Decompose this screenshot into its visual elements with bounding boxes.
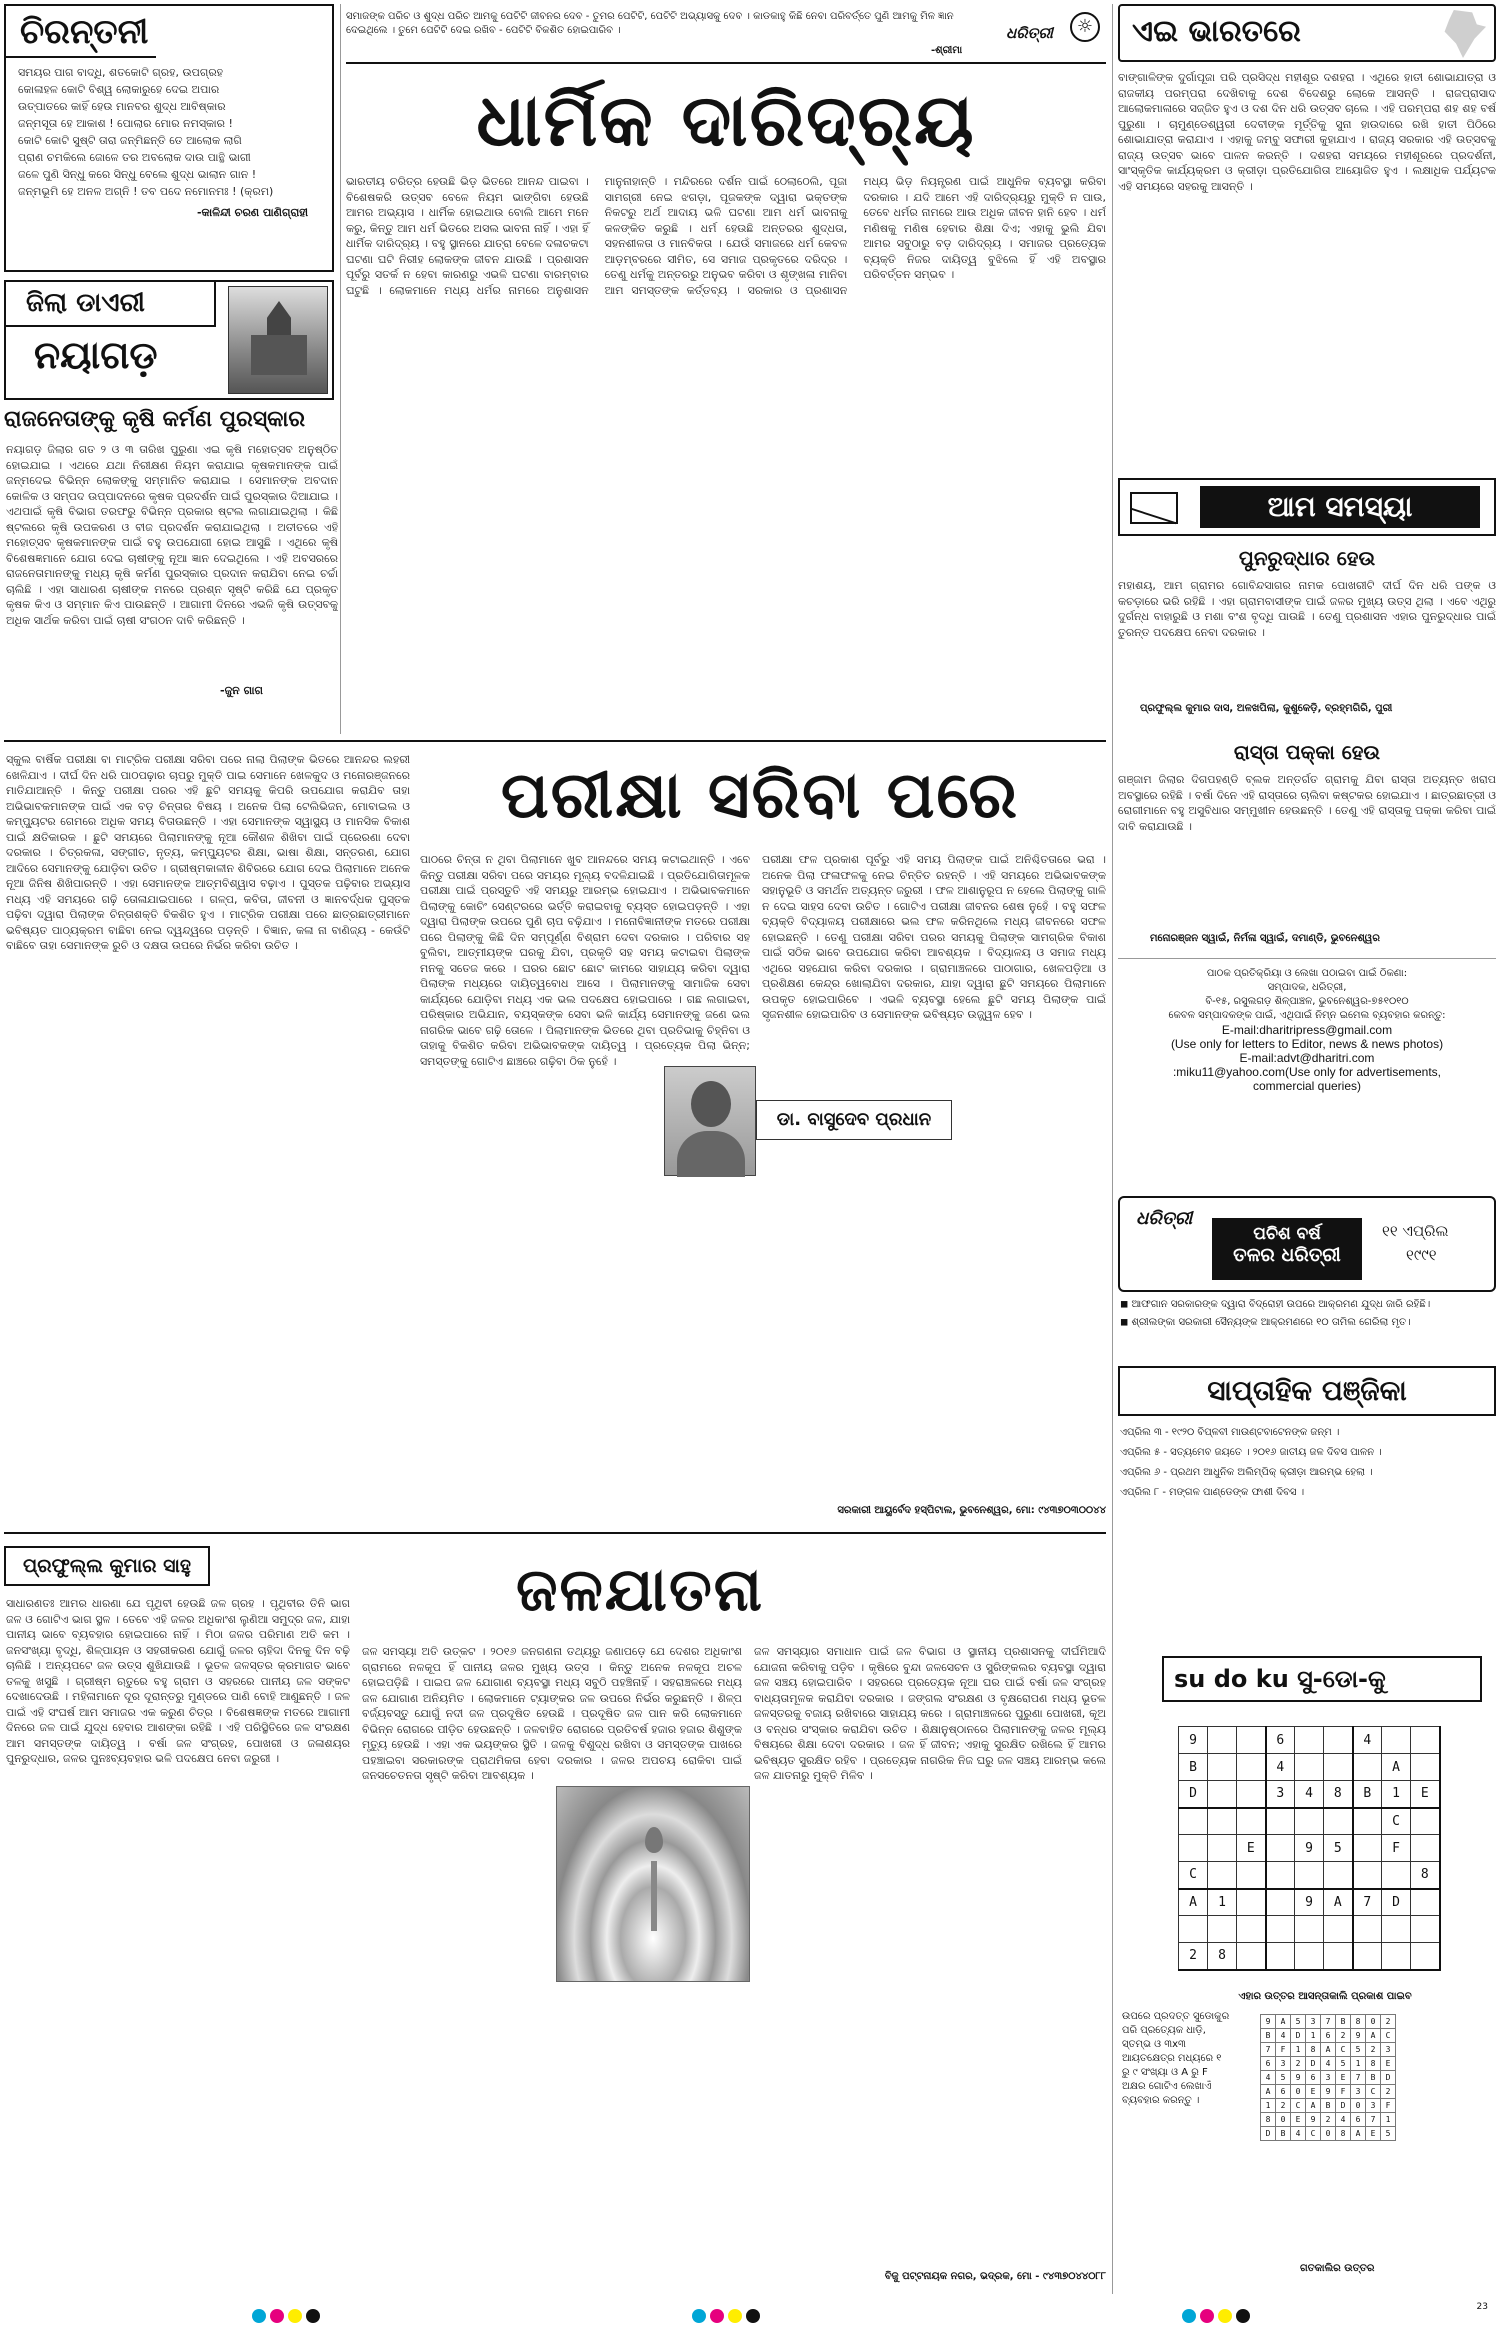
sudoku-cell[interactable]: 4 <box>1266 1754 1295 1781</box>
history-date-1: ୧୧ ଏପ୍ରିଲ <box>1382 1222 1449 1240</box>
district-diary-label: ଜିଲା ଡାଏରୀ <box>6 282 216 327</box>
solution-cell: 3 <box>1351 2085 1366 2099</box>
solution-cell: 1 <box>1291 2043 1306 2057</box>
solution-cell: 4 <box>1261 2071 1276 2085</box>
solution-cell: 2 <box>1336 2029 1351 2043</box>
registration-marks-2 <box>690 2308 762 2327</box>
atma-heading-2: ରାସ୍ତା ପକ୍କା ହେଉ <box>1233 740 1381 764</box>
sudoku-cell[interactable] <box>1266 1916 1295 1943</box>
sudoku-solution-label: ଗତକାଲିର ଉତ୍ତର <box>1300 2263 1375 2274</box>
sudoku-cell[interactable] <box>1295 1808 1324 1835</box>
sudoku-cell[interactable] <box>1411 1754 1440 1781</box>
sudoku-cell[interactable]: B <box>1353 1781 1382 1808</box>
solution-cell: F <box>1276 2043 1291 2057</box>
solution-cell: E <box>1366 2127 1381 2141</box>
history-date-2: ୧୯୯୧ <box>1406 1246 1437 1264</box>
sudoku-cell[interactable] <box>1237 1889 1266 1916</box>
main-headline: ଧାର୍ମିକ ଦାରିଦ୍ର୍ୟ <box>476 78 976 162</box>
atma-body-1: ମହାଶୟ, ଆମ ଗ୍ରାମର ଗୋବିନ୍ଦସାଗର ନାମକ ପୋଖରୀଟି ଦୀର୍ଘ ଦିନ ଧରି ପଙ୍କ ଓ କଚଡ଼ାରେ ଭରି ରହିଛି । ଏହା ଗ୍ରାମବାସୀଙ୍କ ପାଇଁ ଜଳର ମୁଖ୍ୟ ଉତ୍ସ ଥିଲା । ଏବେ ଏଥିରୁ ଦୁର୍ଗନ୍ଧ ବାହାରୁଛି ଓ ମଶା ବଂଶ ବୃଦ୍ଧି ପାଉଛି । ତେଣୁ ପ୍ରଶାସନ ଏହାର ପୁନରୁଦ୍ଧାର ପାଇଁ ତୁରନ୍ତ ପଦକ୍ଷେପ ନେବା ଦରକାର । <box>1118 579 1496 639</box>
sudoku-cell[interactable]: 5 <box>1324 1835 1353 1862</box>
history-title-2: ତଳର ଧରିତ୍ରୀ <box>1233 1244 1341 1266</box>
solution-cell: 4 <box>1336 2113 1351 2127</box>
sudoku-cell[interactable] <box>1324 1808 1353 1835</box>
solution-cell: 3 <box>1306 2015 1321 2029</box>
sudoku-cell[interactable] <box>1295 1916 1324 1943</box>
district-diary-box <box>4 280 334 400</box>
sudoku-cell[interactable]: 4 <box>1295 1781 1324 1808</box>
sudoku-cell[interactable] <box>1324 1862 1353 1889</box>
bharat-body: ବାଙ୍ଗାଳିଙ୍କ ଦୁର୍ଗାପୂଜା ପରି ପ୍ରସିଦ୍ଧ ମହୀଶୂର ଦଶହରା । ଏଥିରେ ହାତୀ ଶୋଭାଯାତ୍ରା ଓ ରାଜକୀୟ ପରମ୍ପରା ଦେଖିବାକୁ ଦେଶ ବିଦେଶରୁ ଲୋକେ ଆସନ୍ତି । ରାଜପ୍ରାସାଦ ଆଲୋକମାଳାରେ ସଜ୍ଜିତ ହୁଏ ଓ ଦଶ ଦିନ ଧରି ଉତ୍ସବ ଚାଲେ । ଏହି ପରମ୍ପରା ଶହ ଶହ ବର୍ଷ ପୁରୁଣା । ଚାମୁଣ୍ଡେଶ୍ୱରୀ ଦେବୀଙ୍କ ମୂର୍ତ୍ତିକୁ ସୁନା ହାଉଦାରେ ରଖି ହାତୀ ପିଠିରେ ଶୋଭାଯାତ୍ରା କରାଯାଏ । ଏହାକୁ ଜମ୍ବୁ ସଫାରୀ କୁହାଯାଏ । ରାଜ୍ୟ ସରକାର ଏହି ଉତ୍ସବକୁ ରାଜ୍ୟ ଉତ୍ସବ ଭାବେ ପାଳନ କରନ୍ତି । ଦଶହରା ସମୟରେ ମହୀଶୂରରେ ପ୍ରଦର୍ଶନୀ, ସାଂସ୍କୃତିକ କାର୍ଯ୍ୟକ୍ରମ ଓ କ୍ରୀଡ଼ା ପ୍ରତିଯୋଗିତା ଆୟୋଜିତ ହୁଏ । ଲକ୍ଷାଧିକ ପର୍ଯ୍ୟଟକ ଏହି ସମୟରେ ସହରକୁ ଆସନ୍ତି । <box>1118 71 1496 193</box>
solution-cell: A <box>1351 2127 1366 2141</box>
sudoku-cell[interactable] <box>1179 1835 1208 1862</box>
poem-line: ଜନ୍ମଭୂମି ହେ ଅନଳ ଅଗ୍ନି ! ତବ ପଦେ ନମୋନମଃ ! (କ୍ରମ) <box>18 185 274 198</box>
solution-cell: 4 <box>1276 2029 1291 2043</box>
solution-cell: 8 <box>1366 2057 1381 2071</box>
sudoku-cell[interactable] <box>1208 1781 1237 1808</box>
sudoku-cell[interactable] <box>1266 1808 1295 1835</box>
solution-cell: 9 <box>1291 2071 1306 2085</box>
solution-cell: 2 <box>1276 2099 1291 2113</box>
district-author: -ଜୁନ ଗାଗ <box>220 684 263 697</box>
solution-cell: 0 <box>1276 2113 1291 2127</box>
solution-cell: B <box>1276 2127 1291 2141</box>
calendar-banner: ସାପ୍ତାହିକ ପଞ୍ଜିକା <box>1118 1366 1496 1416</box>
solution-cell: 0 <box>1351 2099 1366 2113</box>
solution-cell: 7 <box>1351 2071 1366 2085</box>
solution-cell: 0 <box>1321 2127 1336 2141</box>
sudoku-side-text: ଉପରେ ପ୍ରଦତ୍ତ ସୁଡୋକୁର ପରି ପ୍ରତ୍ୟେକ ଧାଡ଼ି, ସ୍ତମ୍ଭ ଓ ୩x୩ ଆୟତକ୍ଷେତ୍ର ମଧ୍ୟରେ ୧ ରୁ ୯ ସଂଖ୍ୟା ଓ A ରୁ F ଅକ୍ଷର ଗୋଟିଏ ଲେଖାଏଁ ବ୍ୟବହାର କରନ୍ତୁ । <box>1122 2011 1230 2106</box>
calendar-item: ଏପ୍ରିଲ ୬ - ପ୍ରଥମ ଆଧୁନିକ ଅଲିମ୍ପିକ୍ କ୍ରୀଡ଼ା ଆରମ୍ଭ ହେଲା । <box>1120 1467 1373 1478</box>
temple-image <box>228 286 328 394</box>
history-items <box>1120 1298 1490 1334</box>
solution-cell: 7 <box>1366 2113 1381 2127</box>
contact-box <box>1118 958 1496 1188</box>
history-title-box <box>1212 1218 1362 1280</box>
sudoku-cell[interactable]: E <box>1237 1835 1266 1862</box>
sudoku-cell[interactable]: 2 <box>1179 1943 1208 1970</box>
registration-marks-1 <box>250 2308 322 2327</box>
solution-cell: 8 <box>1336 2127 1351 2141</box>
solution-cell: 6 <box>1321 2029 1336 2043</box>
rule-vertical-right <box>1112 4 1113 2294</box>
editorial-body: ଭାରତୀୟ ଚରିତ୍ର ହେଉଛି ଭିଡ଼ ଭିତରେ ଆନନ୍ଦ ପାଇବା । ବିଶେଷକରି ଉତ୍ସବ ବେଳେ ନିୟମ ଭାଙ୍ଗିବା ହେଉଛି ଆମର ଅଭ୍ୟାସ । ଧାର୍ମିକ ହୋଇଥାଉ ବୋଲି ଆମେ ମନେ କରୁ, କିନ୍ତୁ ଆମ ଧର୍ମ ଭିତରେ ଅସଲ ଭାବନା ନାହିଁ । ଏହା ହିଁ ଧାର୍ମିକ ଦାରିଦ୍ର୍ୟ । ବହୁ ସ୍ଥାନରେ ଯାତ୍ରା ବେଳେ ଦଳାଚକଟା ଘଟଣା ଘଟି ନିରୀହ ଲୋକଙ୍କ ଜୀବନ ଯାଉଛି । ପ୍ରଶାସନ ପୂର୍ବରୁ ସତର୍କ ନ ହେବା କାରଣରୁ ଏଭଳି ଘଟଣା ବାରମ୍ବାର ଘଟୁଛି । ଲୋକମାନେ ମଧ୍ୟ ଧର୍ମର ନାମରେ ଅନୁଶାସନ ମାନୁନାହାନ୍ତି । ମନ୍ଦିରରେ ଦର୍ଶନ ପାଇଁ ଠେଲାଠେଲି, ପୂଜା ସାମଗ୍ରୀ ନେଇ ଝଗଡ଼ା, ପୂଜକଙ୍କ ଦ୍ୱାରା ଭକ୍ତଙ୍କ ନିକଟରୁ ଅର୍ଥ ଆଦାୟ ଭଳି ଘଟଣା ଆମ ଧର୍ମ ଭାବନାକୁ କଳଙ୍କିତ କରୁଛି । ଧର୍ମ ହେଉଛି ଅନ୍ତରର ଶୁଦ୍ଧତା, ସହନଶୀଳତା ଓ ମାନବିକତା । ଯେଉଁ ସମାଜରେ ଧର୍ମ କେବଳ ଆଡ଼ମ୍ବରରେ ସୀମିତ, ସେ ସମାଜ ପ୍ରକୃତରେ ଦରିଦ୍ର । ତେଣୁ ଧର୍ମକୁ ଅନ୍ତରରୁ ଅନୁଭବ କରିବା ଓ ଶୃଙ୍ଖଳା ମାନିବା ଆମ ସମସ୍ତଙ୍କ କର୍ତ୍ତବ୍ୟ । ସରକାର ଓ ପ୍ରଶାସନ ମଧ୍ୟ ଭିଡ଼ ନିୟନ୍ତ୍ରଣ ପାଇଁ ଆଧୁନିକ ବ୍ୟବସ୍ଥା କରିବା ଦରକାର । ଯଦି ଆମେ ଏହି ଦାରିଦ୍ର୍ୟରୁ ମୁକ୍ତି ନ ପାଉ, ତେବେ ଧର୍ମର ନାମରେ ଆଉ ଅଧିକ ଜୀବନ ହାନି ହେବ । ଧର୍ମ ମଣିଷକୁ ମଣିଷ ହେବାର ଶିକ୍ଷା ଦିଏ; ଏହାକୁ ଭୁଲି ଯିବା ଆମର ସବୁଠାରୁ ବଡ଼ ଦାରିଦ୍ର୍ୟ । ସମାଜର ପ୍ରତ୍ୟେକ ବ୍ୟକ୍ତି ନିଜର ଦାୟିତ୍ୱ ବୁଝିଲେ ହିଁ ଏହି ଅବସ୍ଥାର ପରିବର୍ତ୍ତନ ସମ୍ଭବ । <box>346 175 1106 297</box>
rule-middle <box>4 1532 1106 1534</box>
contact-line: ପାଠକ ପ୍ରତିକ୍ରିୟା ଓ ଲେଖା ପଠାଇବା ପାଇଁ ଠିକଣା: <box>1206 968 1408 979</box>
district-name: ନୟାଗଡ଼ <box>34 333 158 377</box>
sudoku-cell[interactable] <box>1324 1754 1353 1781</box>
history-logo: ଧରିତ୍ରୀ <box>1136 1208 1193 1229</box>
sudoku-cell[interactable] <box>1295 1943 1324 1970</box>
history-title-1: ପଚିଶ ବର୍ଷ <box>1253 1224 1321 1244</box>
solution-cell: E <box>1291 2113 1306 2127</box>
solution-cell: D <box>1261 2127 1276 2141</box>
sudoku-cell[interactable]: A <box>1382 1754 1411 1781</box>
solution-cell: 3 <box>1381 2043 1396 2057</box>
water-col-1: ସାଧାରଣତଃ ଆମର ଧାରଣା ଯେ ପୃଥିବୀ ହେଉଛି ଜଳ ଗ୍ରହ । ପୃଥିବୀର ତିନି ଭାଗ ଜଳ ଓ ଗୋଟିଏ ଭାଗ ସ୍ଥଳ । ତେବେ ଏହି ଜଳର ଅଧିକାଂଶ ଲୁଣିଆ ସମୁଦ୍ର ଜଳ, ଯାହା ପାନୀୟ ଭାବେ ବ୍ୟବହାର ହୋଇପାରେ ନାହିଁ । ମିଠା ଜଳର ପରିମାଣ ଅତି କମ । ଜନସଂଖ୍ୟା ବୃଦ୍ଧି, ଶିଳ୍ପାୟନ ଓ ସହରୀକରଣ ଯୋଗୁଁ ଜଳର ଚାହିଦା ଦିନକୁ ଦିନ ବଢ଼ି ଚାଲିଛି । ଅନ୍ୟପଟେ ଜଳ ଉତ୍ସ ଶୁଖିଯାଉଛି । ଭୂତଳ ଜଳସ୍ତର କ୍ରମାଗତ ଭାବେ ତଳକୁ ଖସୁଛି । ଗ୍ରୀଷ୍ମ ଋତୁରେ ବହୁ ଗ୍ରାମ ଓ ସହରରେ ପାନୀୟ ଜଳ ସଙ୍କଟ ଦେଖାଦେଉଛି । ମହିଳାମାନେ ଦୂର ଦୂରାନ୍ତରୁ ମୁଣ୍ଡରେ ପାଣି ବୋହି ଆଣୁଛନ୍ତି । ଜଳ ପାଇଁ ଏହି ସଂଘର୍ଷ ଆମ ସମାଜର ଏକ କରୁଣ ଚିତ୍ର । ବିଶେଷଜ୍ଞଙ୍କ ମତରେ ଆଗାମୀ ଦିନରେ ଜଳ ପାଇଁ ଯୁଦ୍ଧ ହେବାର ଆଶଙ୍କା ରହିଛି । ଏହି ପରିସ୍ଥିତିରେ ଜଳ ସଂରକ୍ଷଣ ଆମ ସମସ୍ତଙ୍କ ଦାୟିତ୍ୱ । ବର୍ଷା ଜଳ ସଂଗ୍ରହ, ପୋଖରୀ ଓ ଜଳାଶୟର ପୁନରୁଦ୍ଧାର, ଜଳର ପୁନଃବ୍ୟବହାର ଭଳି ପଦକ୍ଷେପ ନେବା ଜରୁରୀ । <box>6 1597 350 1765</box>
sudoku-cell[interactable] <box>1353 1808 1382 1835</box>
rule-top <box>4 740 1106 742</box>
exam-col-1: ସ୍କୁଲ ବାର୍ଷିକ ପରୀକ୍ଷା ବା ମାଟ୍ରିକ ପରୀକ୍ଷା ସରିବା ପରେ ନାଲା ପିଲାଙ୍କ ଭିତରେ ଆନନ୍ଦର ଲହରୀ ଖେଳିଯାଏ । ଦୀର୍ଘ ଦିନ ଧରି ପାଠପଢ଼ାର ଚାପରୁ ମୁକ୍ତି ପାଇ ସେମାନେ ଖେଳକୁଦ ଓ ମନୋରଞ୍ଜନରେ ମାତିଯାଆନ୍ତି । କିନ୍ତୁ ପରୀକ୍ଷା ପରର ଏହି ଛୁଟି ସମୟକୁ କିପରି ଉପଯୋଗ କରାଯିବ ତାହା ଅଭିଭାବକମାନଙ୍କ ପାଇଁ ଏକ ବଡ଼ ଚିନ୍ତାର ବିଷୟ । ଅନେକ ପିଲା ଟେଲିଭିଜନ, ମୋବାଇଲ ଓ କମ୍ପ୍ୟୁଟର ଗେମରେ ଅଧିକ ସମୟ ବିତାଉଛନ୍ତି । ଏହା ସେମାନଙ୍କ ସ୍ୱାସ୍ଥ୍ୟ ଓ ମାନସିକ ବିକାଶ ପାଇଁ କ୍ଷତିକାରକ । ଛୁଟି ସମୟରେ ପିଲାମାନଙ୍କୁ ନୂଆ କୌଶଳ ଶିଖିବା ପାଇଁ ପ୍ରେରଣା ଦେବା ଦରକାର । ଚିତ୍ରକଳା, ସଙ୍ଗୀତ, ନୃତ୍ୟ, କମ୍ପ୍ୟୁଟର ଶିକ୍ଷା, ଭାଷା ଶିକ୍ଷା, ସନ୍ତରଣ, ଯୋଗ ଆଦିରେ ସେମାନଙ୍କୁ ଯୋଡ଼ିବା ଉଚିତ । ଗ୍ରୀଷ୍ମକାଳୀନ ଶିବିରରେ ଯୋଗ ଦେଇ ପିଲାମାନେ ଅନେକ ନୂଆ ଜିନିଷ ଶିଖିପାରନ୍ତି । ଏହା ସେମାନଙ୍କ ଆତ୍ମବିଶ୍ୱାସ ବଢ଼ାଏ । ପୁସ୍ତକ ପଢ଼ିବାର ଅଭ୍ୟାସ ମଧ୍ୟ ଏହି ସମୟରେ ଗଢ଼ି ତୋଳାଯାଇପାରେ । ଗଳ୍ପ, କବିତା, ଜୀବନୀ ଓ ଜ୍ଞାନବର୍ଦ୍ଧକ ପୁସ୍ତକ ପଢ଼ିବା ଦ୍ୱାରା ପିଲାଙ୍କ ଚିନ୍ତାଶକ୍ତି ବିକଶିତ ହୁଏ । ମାଟ୍ରିକ ପରୀକ୍ଷା ପରେ ଛାତ୍ରଛାତ୍ରୀମାନେ ଭବିଷ୍ୟତ ପାଠ୍ୟକ୍ରମ ବାଛିବା ନେଇ ଦ୍ୱନ୍ଦ୍ୱରେ ପଡ଼ନ୍ତି । ବିଜ୍ଞାନ, କଳା ନା ବାଣିଜ୍ୟ - କେଉଁଟି ବାଛିବେ ତାହା ସେମାନଙ୍କ ରୁଚି ଓ ଦକ୍ଷତା ଉପରେ ନିର୍ଭର କରିବା ଉଚିତ । <box>6 753 410 952</box>
solution-cell: 3 <box>1276 2057 1291 2071</box>
solution-cell: A <box>1321 2043 1336 2057</box>
solution-cell: E <box>1336 2071 1351 2085</box>
envelope-icon <box>1130 492 1178 524</box>
sudoku-cell[interactable]: 6 <box>1266 1727 1295 1754</box>
contact-line: କେବଳ ସମ୍ପାଦକଙ୍କ ପାଇଁ, ଏଥିପାଇଁ ନିମ୍ନ ଇମେଲ ବ୍ୟବହାର କରନ୍ତୁ: <box>1168 1010 1446 1021</box>
sudoku-cell[interactable]: C <box>1179 1862 1208 1889</box>
poem-box <box>4 4 334 272</box>
sudoku-cell[interactable] <box>1411 1835 1440 1862</box>
sudoku-cell[interactable]: 7 <box>1353 1889 1382 1916</box>
solution-cell: E <box>1306 2085 1321 2099</box>
solution-cell: C <box>1336 2043 1351 2057</box>
sudoku-cell[interactable]: F <box>1382 1835 1411 1862</box>
sudoku-cell[interactable] <box>1353 1862 1382 1889</box>
sudoku-cell[interactable] <box>1237 1943 1266 1970</box>
sudoku-cell[interactable] <box>1179 1916 1208 1943</box>
solution-cell: C <box>1381 2029 1396 2043</box>
water-col-2: ଜଳ ସମସ୍ୟା ଅତି ଉତ୍କଟ । ୨୦୧୬ ଜନଗଣନା ତଥ୍ୟରୁ ଜଣାପଡ଼େ ଯେ ଦେଶର ଅଧିକାଂଶ ଗ୍ରାମରେ ନଳକୂପ ହିଁ ପାନୀୟ ଜଳର ମୁଖ୍ୟ ଉତ୍ସ । କିନ୍ତୁ ଅନେକ ନଳକୂପ ଅଚଳ ହୋଇପଡ଼ିଛି । ପାଇପ ଜଳ ଯୋଗାଣ ବ୍ୟବସ୍ଥା ମଧ୍ୟ ସବୁଠି ପହଞ୍ଚିନାହିଁ । ସହରାଞ୍ଚଳରେ ମଧ୍ୟ ଜଳ ଯୋଗାଣ ଅନିୟମିତ । ଲୋକମାନେ ଟ୍ୟାଙ୍କର ଜଳ ଉପରେ ନିର୍ଭର କରୁଛନ୍ତି । ଶିଳ୍ପ ବର୍ଜ୍ୟବସ୍ତୁ ଯୋଗୁଁ ନଦୀ ଜଳ ପ୍ରଦୂଷିତ ହେଉଛି । ପ୍ରଦୂଷିତ ଜଳ ପାନ କରି ଲୋକମାନେ ବିଭିନ୍ନ ରୋଗରେ ପୀଡ଼ିତ ହେଉଛନ୍ତି । ଜଳବାହିତ ରୋଗରେ ପ୍ରତିବର୍ଷ ହଜାର ହଜାର ଶିଶୁଙ୍କ ମୃତ୍ୟୁ ହେଉଛି । ଏହା ଏକ ଭୟଙ୍କର ସ୍ଥିତି । ଜଳକୁ ବିଶୁଦ୍ଧ ରଖିବା ଓ ସମସ୍ତଙ୍କ ପାଖରେ ପହଞ୍ଚାଇବା ସରକାରଙ୍କ ପ୍ରାଥମିକତା ହେବା ଦରକାର । ଜଳର ଅପଚୟ ରୋକିବା ପାଇଁ ଜନସଚେତନତା ସୃଷ୍ଟି କରିବା ଆବଶ୍ୟକ । <box>362 1645 742 1782</box>
sudoku-cell[interactable] <box>1266 1835 1295 1862</box>
solution-cell: F <box>1336 2085 1351 2099</box>
sudoku-cell[interactable]: B <box>1179 1754 1208 1781</box>
author-photo <box>664 1066 756 1176</box>
sudoku-cell[interactable] <box>1324 1916 1353 1943</box>
sudoku-cell[interactable] <box>1353 1754 1382 1781</box>
sudoku-cell[interactable]: A <box>1179 1889 1208 1916</box>
sudoku-cell[interactable] <box>1411 1889 1440 1916</box>
solution-cell: 6 <box>1306 2071 1321 2085</box>
sudoku-cell[interactable]: 3 <box>1266 1781 1295 1808</box>
solution-cell: 8 <box>1351 2015 1366 2029</box>
registration-bar <box>0 2300 1500 2331</box>
sudoku-cell[interactable]: 1 <box>1382 1781 1411 1808</box>
solution-cell: 6 <box>1276 2085 1291 2099</box>
sudoku-cell[interactable] <box>1208 1808 1237 1835</box>
water-col-3: ଜଳ ସମସ୍ୟାର ସମାଧାନ ପାଇଁ ଜଳ ବିଭାଗ ଓ ସ୍ଥାନୀୟ ପ୍ରଶାସନକୁ ଦୀର୍ଘମିଆଦି ଯୋଜନା କରିବାକୁ ପଡ଼ିବ । କୃଷିରେ ବୁନ୍ଦା ଜଳସେଚନ ଓ ସ୍ପ୍ରିଙ୍କଲର ବ୍ୟବସ୍ଥା ଦ୍ୱାରା ଜଳ ସଞ୍ଚୟ ହୋଇପାରିବ । ସହରରେ ପ୍ରତ୍ୟେକ ନୂଆ ଘର ପାଇଁ ବର୍ଷା ଜଳ ସଂଗ୍ରହ ବାଧ୍ୟତାମୂଳକ କରାଯିବା ଦରକାର । ଜଙ୍ଗଲ ସଂରକ୍ଷଣ ଓ ବୃକ୍ଷରୋପଣ ମଧ୍ୟ ଭୂତଳ ଜଳସ୍ତରକୁ ବଜାୟ ରଖିବାରେ ସାହାଯ୍ୟ କରେ । ଗ୍ରାମାଞ୍ଚଳରେ ପୁରୁଣା ପୋଖରୀ, କୂଅ ଓ ବନ୍ଧର ସଂସ୍କାର କରାଯିବା ଉଚିତ । ଶିକ୍ଷାନୁଷ୍ଠାନରେ ପିଲାମାନଙ୍କୁ ଜଳର ମୂଲ୍ୟ ବିଷୟରେ ଶିକ୍ଷା ଦେବା ଦରକାର । ଜଳ ହିଁ ଜୀବନ; ଏହାକୁ ସୁରକ୍ଷିତ ରଖିଲେ ହିଁ ଆମର ଭବିଷ୍ୟତ ସୁରକ୍ଷିତ ରହିବ । ପ୍ରତ୍ୟେକ ନାଗରିକ ନିଜ ଘରୁ ଜଳ ସଞ୍ଚୟ ଆରମ୍ଭ କଲେ ଜଳ ଯାତନାରୁ ମୁକ୍ତି ମିଳିବ । <box>754 1645 1106 1782</box>
sudoku-grid[interactable] <box>1178 1726 1441 1971</box>
solution-cell: A <box>1306 2099 1321 2113</box>
solution-cell: 2 <box>1321 2113 1336 2127</box>
bharat-header <box>1118 4 1496 62</box>
water-drop-image <box>556 1786 750 1982</box>
poem-line: କୋଟି କୋଟି ସୁଷ୍ଟି ତାରା ଜନ୍ମିଛନ୍ତି ତେ ଆଲୋକ ଲାଗି <box>18 134 242 147</box>
sudoku-cell[interactable]: E <box>1411 1781 1440 1808</box>
calendar-items <box>1120 1426 1494 1506</box>
sudoku-solution-grid <box>1260 2014 1396 2141</box>
solution-cell: 8 <box>1306 2043 1321 2057</box>
solution-cell: 1 <box>1351 2057 1366 2071</box>
poem-line: ଜନ୍ମସୂତା ହେ ଆକାଶ ! ପୋଲାର ମୋର ନମସ୍କାର ! <box>18 117 233 130</box>
sudoku-cell[interactable] <box>1382 1943 1411 1970</box>
sudoku-cell[interactable] <box>1382 1727 1411 1754</box>
solution-cell: 4 <box>1291 2127 1306 2141</box>
solution-cell: B <box>1321 2099 1336 2113</box>
solution-cell: 1 <box>1261 2099 1276 2113</box>
sudoku-cell[interactable]: 4 <box>1353 1727 1382 1754</box>
sudoku-cell[interactable] <box>1266 1889 1295 1916</box>
solution-cell: 9 <box>1306 2113 1321 2127</box>
sudoku-cell[interactable] <box>1295 1862 1324 1889</box>
district-body: ନୟାଗଡ଼ ଜିଲାର ଗତ ୨ ଓ ୩ ତାରିଖ ପୁରୁଣା ଏଇ କୃଷି ମହୋତ୍ସବ ଅନୁଷ୍ଠିତ ହୋଇଯାଇ । ଏଥରେ ଯଥା ନିରୀକ୍ଷଣ ନିୟମ କରାଯାଇ କୃଷକମାନଙ୍କ ପାଇଁ ଜନ୍ମଦେଇ ବିଭିନ୍ନ ଲୋକଙ୍କୁ ସମ୍ମାନିତ କରାଯାଇ । ସେମାନଙ୍କ ଅବଦାନ କୋଳିକ ଓ ସମ୍ପଦ ଉପ୍ପାଦନରେ କୃଷକ ପ୍ରଦର୍ଶନ ପାଇଁ ପୁରସ୍କାର ଦିଆଯାଇ । ଏଥପାଇଁ କୃଷି ବିଭାଗ ତରଫରୁ ବିଭିନ୍ନ ପ୍ରକାର ଷ୍ଟଲ ଲଗାଯାଇଥିଲା । କିଛି ଷ୍ଟଲରେ କୃଷି ଉପକରଣ ଓ ବୀଜ ପ୍ରଦର୍ଶନ କରାଯାଇଥିଲା । ଅତୀତରେ ଏହି ମହୋତ୍ସବ କୃଷକମାନଙ୍କ ପାଇଁ ବହୁ ଉପଯୋଗୀ ହୋଇ ଆସୁଛି । ଏଥିରେ କୃଷି ବିଶେଷଜ୍ଞମାନେ ଯୋଗ ଦେଇ ଚାଷୀଙ୍କୁ ନୂଆ ଜ୍ଞାନ ଦେଇଥିଲେ । ଏହି ଅବସରରେ ରାଜନେତାମାନଙ୍କୁ ମଧ୍ୟ କୃଷି କର୍ମଣ ପୁରସ୍କାର ପ୍ରଦାନ କରାଯିବା ନେଇ ଚର୍ଚ୍ଚା ଚାଲିଛି । ଏହା ସାଧାରଣ ଚାଷୀଙ୍କ ମନରେ ପ୍ରଶ୍ନ ସୃଷ୍ଟି କରିଛି ଯେ ପ୍ରକୃତ କୃଷକ କିଏ ଓ ସମ୍ମାନ କିଏ ପାଉଛନ୍ତି । ଆଗାମୀ ଦିନରେ ଏଭଳି କୃଷି ଉତ୍ସବକୁ ଅଧିକ ସାର୍ଥକ କରିବା ପାଇଁ ଚାଷୀ ସଂଗଠନ ଦାବି କରିଛନ୍ତି । <box>6 443 338 627</box>
sudoku-cell[interactable] <box>1324 1943 1353 1970</box>
rule-vertical-left <box>340 4 341 734</box>
sudoku-cell[interactable]: 8 <box>1208 1943 1237 1970</box>
solution-cell: A <box>1276 2015 1291 2029</box>
exam-headline: ପରୀକ୍ଷା ସରିବା ପରେ <box>500 759 1020 833</box>
solution-cell: 6 <box>1351 2113 1366 2127</box>
exam-author-name: ଡା. ବାସୁଦେବ ପ୍ରଧାନ <box>756 1100 952 1140</box>
registration-marks-3 <box>1180 2308 1252 2327</box>
sudoku-cell[interactable] <box>1411 1916 1440 1943</box>
contact-email-1[interactable]: E-mail:dharitripress@gmail.com <box>1221 1023 1393 1037</box>
sudoku-cell[interactable]: A <box>1324 1889 1353 1916</box>
sudoku-cell[interactable]: 8 <box>1411 1862 1440 1889</box>
contact-address <box>1118 959 1496 1023</box>
solution-cell: 3 <box>1366 2099 1381 2113</box>
solution-cell: 2 <box>1381 2085 1396 2099</box>
sudoku-cell[interactable] <box>1208 1916 1237 1943</box>
sudoku-cell[interactable]: 9 <box>1295 1835 1324 1862</box>
contact-email-3[interactable]: :miku11@yahoo.com(Use only for advertisements, commercial queries) <box>1172 1065 1442 1093</box>
sun-icon: ☼ <box>1070 12 1100 42</box>
quote-strip <box>346 6 1106 64</box>
sudoku-cell[interactable]: 9 <box>1295 1889 1324 1916</box>
solution-cell: F <box>1381 2099 1396 2113</box>
sudoku-cell[interactable] <box>1295 1727 1324 1754</box>
history-item: ◼ ଶ୍ରୀଲଙ୍କା ସରକାରୀ ସୈନ୍ୟଙ୍କ ଆକ୍ରମଣରେ ୧୦ ତାମିଲ ଗେରିଲା ମୃତ। <box>1120 1317 1411 1328</box>
solution-cell: D <box>1381 2071 1396 2085</box>
solution-cell: 8 <box>1261 2113 1276 2127</box>
sudoku-cell[interactable]: 1 <box>1208 1889 1237 1916</box>
solution-cell: 5 <box>1291 2015 1306 2029</box>
sudoku-note: ଏହାର ଉତ୍ତର ଆସନ୍ତାକାଲି ପ୍ରକାଶ ପାଇବ <box>1238 1991 1412 2002</box>
solution-cell: C <box>1366 2085 1381 2099</box>
dharitri-logo: ଧରିତ୍ରୀ <box>1006 24 1053 42</box>
solution-cell: B <box>1366 2071 1381 2085</box>
solution-cell: 5 <box>1336 2057 1351 2071</box>
solution-cell: 4 <box>1321 2057 1336 2071</box>
atma-samasya-title: ଆମ ସମସ୍ୟା <box>1200 486 1480 528</box>
water-sign: ବିଜୁ ପଟ୍ଟନାୟକ ନଗର, ଭଦ୍ରକ, ମୋ - ୯୪୩୭୦୪୪୦୮୮ <box>884 2271 1106 2282</box>
atma-heading-1: ପୁନରୁଦ୍ଧାର ହେଉ <box>1238 546 1376 570</box>
poem-line: ଜଳେ ପୁଣି ସିନ୍ଧୁ କରେ ସିନ୍ଧୁ ବେଲେ ଶୁଦ୍ଧ ଭାଲାନ ଗାନ ! <box>18 168 257 181</box>
solution-cell: 3 <box>1321 2071 1336 2085</box>
solution-cell: 7 <box>1261 2043 1276 2057</box>
district-headline: ରାଜନେତାଙ୍କୁ କୃଷି କର୍ମଣ ପୁରସ୍କାର <box>4 407 306 432</box>
solution-cell: D <box>1336 2099 1351 2113</box>
sudoku-cell[interactable] <box>1353 1943 1382 1970</box>
sudoku-cell[interactable]: D <box>1179 1781 1208 1808</box>
poem-line: ସମୟର ପାଗ ବାଦ୍ଧି, ଶତକୋଟି ଗ୍ରହ, ଉପଗ୍ରହ <box>18 66 224 79</box>
water-author-label: ପ୍ରଫୁଲ୍ଲ କୁମାର ସାହୁ <box>4 1546 210 1586</box>
sudoku-cell[interactable] <box>1411 1727 1440 1754</box>
sudoku-cell[interactable]: D <box>1382 1889 1411 1916</box>
solution-cell: E <box>1381 2057 1396 2071</box>
solution-cell: C <box>1291 2099 1306 2113</box>
sudoku-cell[interactable] <box>1411 1943 1440 1970</box>
solution-cell: C <box>1306 2127 1321 2141</box>
solution-cell: 1 <box>1306 2029 1321 2043</box>
sudoku-cell[interactable] <box>1208 1862 1237 1889</box>
sudoku-cell[interactable] <box>1353 1835 1382 1862</box>
sudoku-cell[interactable] <box>1324 1727 1353 1754</box>
calendar-item: ଏପ୍ରିଲ ୫ - ସତ୍ୟମେବ ଜୟତେ । ୨୦୧୬ ଜାତୀୟ ଜଳ ଦିବସ ପାଳନ । <box>1120 1447 1382 1458</box>
sudoku-banner <box>1162 1656 1482 1702</box>
history-box <box>1118 1196 1496 1292</box>
sudoku-cell[interactable] <box>1353 1916 1382 1943</box>
sudoku-cell[interactable]: 9 <box>1179 1727 1208 1754</box>
contact-email-1-note: (Use only for letters to Editor, news & news photos) <box>1170 1037 1444 1051</box>
solution-cell: B <box>1261 2029 1276 2043</box>
sudoku-cell[interactable] <box>1411 1808 1440 1835</box>
history-item: ◼ ଆଫଗାନ ସରକାରଙ୍କ ଦ୍ୱାରା ବିଦ୍ରୋହୀ ଉପରେ ଆକ୍ରମଣ ଯୁଦ୍ଧ ଜାରି ରହିଛି। <box>1120 1299 1431 1310</box>
solution-cell: 2 <box>1291 2057 1306 2071</box>
solution-cell: A <box>1366 2029 1381 2043</box>
sudoku-cell[interactable] <box>1208 1754 1237 1781</box>
contact-email-2[interactable]: E-mail:advt@dharitri.com <box>1239 1051 1375 1065</box>
sudoku-cell[interactable] <box>1208 1727 1237 1754</box>
atma-sign-2: ମନୋରଞ୍ଜନ ସ୍ୱାଇଁ, ନିର୍ମଳା ସ୍ୱାଇଁ, ଦମାଣ୍ଡି, ଭୁବନେଶ୍ୱର <box>1150 933 1380 944</box>
sudoku-cell[interactable] <box>1237 1727 1266 1754</box>
sudoku-cell[interactable] <box>1295 1754 1324 1781</box>
solution-cell: A <box>1261 2085 1276 2099</box>
solution-cell: 2 <box>1366 2043 1381 2057</box>
sudoku-title: su do ku ସୁ-ଡୋ-କୁ <box>1174 1665 1386 1693</box>
sudoku-cell[interactable] <box>1208 1835 1237 1862</box>
atma-body-2: ଗଞ୍ଜାମ ଜିଲାର ଦିଗପହଣ୍ଡି ବ୍ଲକ ଅନ୍ତର୍ଗତ ଗ୍ରାମକୁ ଯିବା ରାସ୍ତା ଅତ୍ୟନ୍ତ ଖରାପ ଅବସ୍ଥାରେ ରହିଛି । ବର୍ଷା ଦିନେ ଏହି ରାସ୍ତାରେ ଚାଲିବା କଷ୍ଟକର ହୋଇଯାଏ । ଛାତ୍ରଛାତ୍ରୀ ଓ ରୋଗୀମାନେ ବହୁ ଅସୁବିଧାର ସମ୍ମୁଖୀନ ହେଉଛନ୍ତି । ତେଣୁ ଏହି ରାସ୍ତାକୁ ପକ୍କା କରିବା ପାଇଁ ଦାବି କରାଯାଉଛି । <box>1118 773 1496 833</box>
contact-line: ବି-୧୫, ରସୁଲଗଡ଼ ଶିଳ୍ପାଞ୍ଚଳ, ଭୁବନେଶ୍ୱର-୭୫୧୦୧୦ <box>1205 996 1409 1007</box>
poem-author: -କାଳିନ୍ଦୀ ଚରଣ ପାଣିଗ୍ରାହୀ <box>196 206 308 219</box>
sudoku-cell[interactable] <box>1382 1862 1411 1889</box>
solution-cell: 7 <box>1321 2015 1336 2029</box>
sudoku-cell[interactable]: 8 <box>1324 1781 1353 1808</box>
sudoku-cell[interactable] <box>1237 1754 1266 1781</box>
solution-cell: D <box>1306 2057 1321 2071</box>
exam-author-sign: ସରକାରୀ ଆୟୁର୍ବେଦ ହସ୍ପିଟାଲ, ଭୁବନେଶ୍ୱର, ମୋ: ୯୪୩୭୦୩୦୦୪୪ <box>837 1505 1106 1516</box>
solution-cell: 0 <box>1366 2015 1381 2029</box>
sudoku-cell[interactable]: C <box>1382 1808 1411 1835</box>
sudoku-cell[interactable] <box>1237 1862 1266 1889</box>
sudoku-cell[interactable] <box>1237 1916 1266 1943</box>
solution-cell: 9 <box>1261 2015 1276 2029</box>
contact-line: ସମ୍ପାଦକ, ଧରିତ୍ରୀ, <box>1267 982 1347 993</box>
sudoku-cell[interactable] <box>1179 1808 1208 1835</box>
solution-cell: 9 <box>1321 2085 1336 2099</box>
solution-cell: D <box>1291 2029 1306 2043</box>
water-headline: ଜଳଯାତନା <box>516 1555 764 1625</box>
sudoku-cell[interactable] <box>1237 1808 1266 1835</box>
solution-cell: 5 <box>1381 2127 1396 2141</box>
page-number: 23 <box>1476 2302 1488 2312</box>
poem-body <box>6 58 332 206</box>
calendar-item: ଏପ୍ରିଲ ୩ - ୧୯୨୦ ବିପ୍ଳବୀ ମାଉଣ୍ଟବାଟେନଙ୍କ ଜନ୍ମ । <box>1120 1427 1340 1438</box>
quote-author: -ଶ୍ରୀମା <box>931 45 963 56</box>
exam-col-2: ପାଠରେ ଚିନ୍ତା ନ ଥିବା ପିଲାମାନେ ଖୁବ ଆନନ୍ଦରେ ସମୟ କଟାଇଥାନ୍ତି । ଏବେ କିନ୍ତୁ ପରୀକ୍ଷା ସରିବା ପରେ ସମୟର ମୂଲ୍ୟ ବଦଳିଯାଇଛି । ପ୍ରତିଯୋଗିତାମୂଳକ ପରୀକ୍ଷା ପାଇଁ ପ୍ରସ୍ତୁତି ଏହି ସମୟରୁ ଆରମ୍ଭ ହୋଇଯାଏ । ଅଭିଭାବକମାନେ ପିଲାଙ୍କୁ କୋଚିଂ ସେଣ୍ଟରରେ ଭର୍ତ୍ତି କରାଇବାକୁ ବ୍ୟସ୍ତ ହୋଇପଡ଼ନ୍ତି । ଏହା ଦ୍ୱାରା ପିଲାଙ୍କ ଉପରେ ପୁଣି ଚାପ ବଢ଼ିଯାଏ । ମନୋବିଜ୍ଞାନୀଙ୍କ ମତରେ ପରୀକ୍ଷା ପରେ ପିଲାଙ୍କୁ କିଛି ଦିନ ସମ୍ପୂର୍ଣ୍ଣ ବିଶ୍ରାମ ଦେବା ଦରକାର । ପରିବାର ସହ ବୁଲିବା, ଆତ୍ମୀୟଙ୍କ ଘରକୁ ଯିବା, ପ୍ରକୃତି ସହ ସମୟ କଟାଇବା ପିଲାଙ୍କ ମନକୁ ସତେଜ କରେ । ଘରର ଛୋଟ ଛୋଟ କାମରେ ସାହାଯ୍ୟ କରିବା ଦ୍ୱାରା ପିଲାଙ୍କ ମଧ୍ୟରେ ଦାୟିତ୍ୱବୋଧ ଆସେ । ପିଲାମାନଙ୍କୁ ସାମାଜିକ ସେବା କାର୍ଯ୍ୟରେ ଯୋଡ଼ିବା ମଧ୍ୟ ଏକ ଭଲ ପଦକ୍ଷେପ ହୋଇପାରେ । ଗଛ ଲଗାଇବା, ପରିଷ୍କାର ଅଭିଯାନ, ବୟସ୍କଙ୍କ ସେବା ଭଳି କାର୍ଯ୍ୟ ସେମାନଙ୍କୁ ଜଣେ ଭଲ ନାଗରିକ ଭାବେ ଗଢ଼ି ତୋଳେ । ପିଲାମାନଙ୍କ ଭିତରେ ଥିବା ପ୍ରତିଭାକୁ ଚିହ୍ନିବା ଓ ତାହାକୁ ବିକଶିତ କରିବା ଅଭିଭାବକଙ୍କ ଦାୟିତ୍ୱ । ପ୍ରତ୍ୟେକ ପିଲା ଭିନ୍ନ; ସମସ୍ତଙ୍କୁ ଗୋଟିଏ ଛାଞ୍ଚରେ ଗଢ଼ିବା ଠିକ ନୁହେଁ । <box>420 853 750 1068</box>
atma-sign-1: ପ୍ରଫୁଲ୍ଲ କୁମାର ଦାସ, ଅଳଖପିଲା, କୁଶୁକେଡ଼ି, ବ୍ରହ୍ମଗିରି, ପୁରୀ <box>1140 703 1393 714</box>
poem-line: ଉତ୍ପାତରେ କାହିଁ ହେଉ ମାନବର ଶୁଦ୍ଧ ଆବିଷ୍କାର <box>18 100 226 113</box>
sudoku-cell[interactable] <box>1382 1916 1411 1943</box>
quote-text: ସମାଜଙ୍କ ପରିଚ ଓ ଶୁଦ୍ଧ ପରିଚ ଆମକୁ ପେଟିଟି ଜୀବନର ଦେବ - ତୁମର ପେଟିଟି, ପେଟିଟି ଅଭ୍ୟାସକୁ ଦେବ । କାଡକାହୁ କିଛି ନେବା ପରିବର୍ତ୍ତେ ପୁଣି ଆମକୁ ମିଳ ଜ୍ଞାନ ଦେଇଥିଲେ । ତୁମେ ପେଟିଟି ଦେଇ ରଖିବ - ପେଟିଟି ବିକଶିତ ହୋଇପାରିବ । <box>346 11 954 36</box>
solution-cell: B <box>1336 2015 1351 2029</box>
solution-cell: 9 <box>1351 2029 1366 2043</box>
solution-cell: 1 <box>1381 2113 1396 2127</box>
solution-cell: 2 <box>1381 2015 1396 2029</box>
exam-col-3: ପରୀକ୍ଷା ଫଳ ପ୍ରକାଶ ପୂର୍ବରୁ ଏହି ସମୟ ପିଲାଙ୍କ ପାଇଁ ଅନିଶ୍ଚିତତାରେ ଭରା । ଅନେକ ପିଲା ଫଳାଫଳକୁ ନେଇ ଚିନ୍ତିତ ରହନ୍ତି । ଏହି ସମୟରେ ଅଭିଭାବକଙ୍କ ସହାନୁଭୂତି ଓ ସମର୍ଥନ ଅତ୍ୟନ୍ତ ଜରୁରୀ । ଫଳ ଆଶାନୁରୂପ ନ ହେଲେ ପିଲାଙ୍କୁ ଗାଳି ନ ଦେଇ ସାହସ ଦେବା ଉଚିତ । ଗୋଟିଏ ପରୀକ୍ଷା ଜୀବନର ଶେଷ ନୁହେଁ । ବହୁ ସଫଳ ବ୍ୟକ୍ତି ବିଦ୍ୟାଳୟ ପରୀକ୍ଷାରେ ଭଲ ଫଳ କରିନଥିଲେ ମଧ୍ୟ ଜୀବନରେ ସଫଳ ହୋଇଛନ୍ତି । ତେଣୁ ପରୀକ୍ଷା ସରିବା ପରର ସମୟକୁ ପିଲାଙ୍କ ସାମଗ୍ରିକ ବିକାଶ ପାଇଁ ସଠିକ ଭାବେ ଉପଯୋଗ କରିବା ଆବଶ୍ୟକ । ବିଦ୍ୟାଳୟ ଓ ସମାଜ ମଧ୍ୟ ଏଥିରେ ସହଯୋଗ କରିବା ଦରକାର । ଗ୍ରାମାଞ୍ଚଳରେ ପାଠାଗାର, ଖେଳପଡ଼ିଆ ଓ ପ୍ରଶିକ୍ଷଣ କେନ୍ଦ୍ର ଖୋଲାଯିବା ଦରକାର, ଯାହା ଦ୍ୱାରା ଛୁଟି ସମୟରେ ପିଲାମାନେ ଉପକୃତ ହୋଇପାରିବେ । ଏଭଳି ବ୍ୟବସ୍ଥା ହେଲେ ଛୁଟି ସମୟ ପିଲାଙ୍କ ପାଇଁ ସୃଜନଶୀଳ ହୋଇପାରିବ ଓ ସେମାନଙ୍କ ଭବିଷ୍ୟତ ଉଜ୍ଜ୍ୱଳ ହେବ । <box>762 853 1106 1021</box>
sudoku-cell[interactable] <box>1237 1781 1266 1808</box>
solution-cell: 0 <box>1291 2085 1306 2099</box>
solution-cell: 5 <box>1351 2043 1366 2057</box>
poem-title: ଚିରନ୍ତନୀ <box>6 6 156 58</box>
calendar-item: ଏପ୍ରିଲ ୮ - ମଙ୍ଗଳ ପାଣ୍ଡେଙ୍କ ଫାଶୀ ଦିବସ । <box>1120 1487 1305 1498</box>
sudoku-cell[interactable] <box>1266 1943 1295 1970</box>
solution-cell: 5 <box>1276 2071 1291 2085</box>
poem-line: କୋଳାହଳ କୋଟି ବିଶ୍ୱ ଲୋକାରୁହେ ଦେଇ ଅପାର <box>18 83 220 96</box>
atma-samasya-banner <box>1118 478 1496 536</box>
poem-line: ପ୍ରାଣ ଚମକିଲେ ଜୋଳେ ତର ଅବଲୋକ ଦାଉ ପାନ୍ଥି ଭାଗୀ <box>18 151 251 164</box>
solution-cell: 6 <box>1261 2057 1276 2071</box>
bharat-title: ଏଇ ଭାରତରେ <box>1132 14 1301 49</box>
sudoku-cell[interactable] <box>1266 1862 1295 1889</box>
